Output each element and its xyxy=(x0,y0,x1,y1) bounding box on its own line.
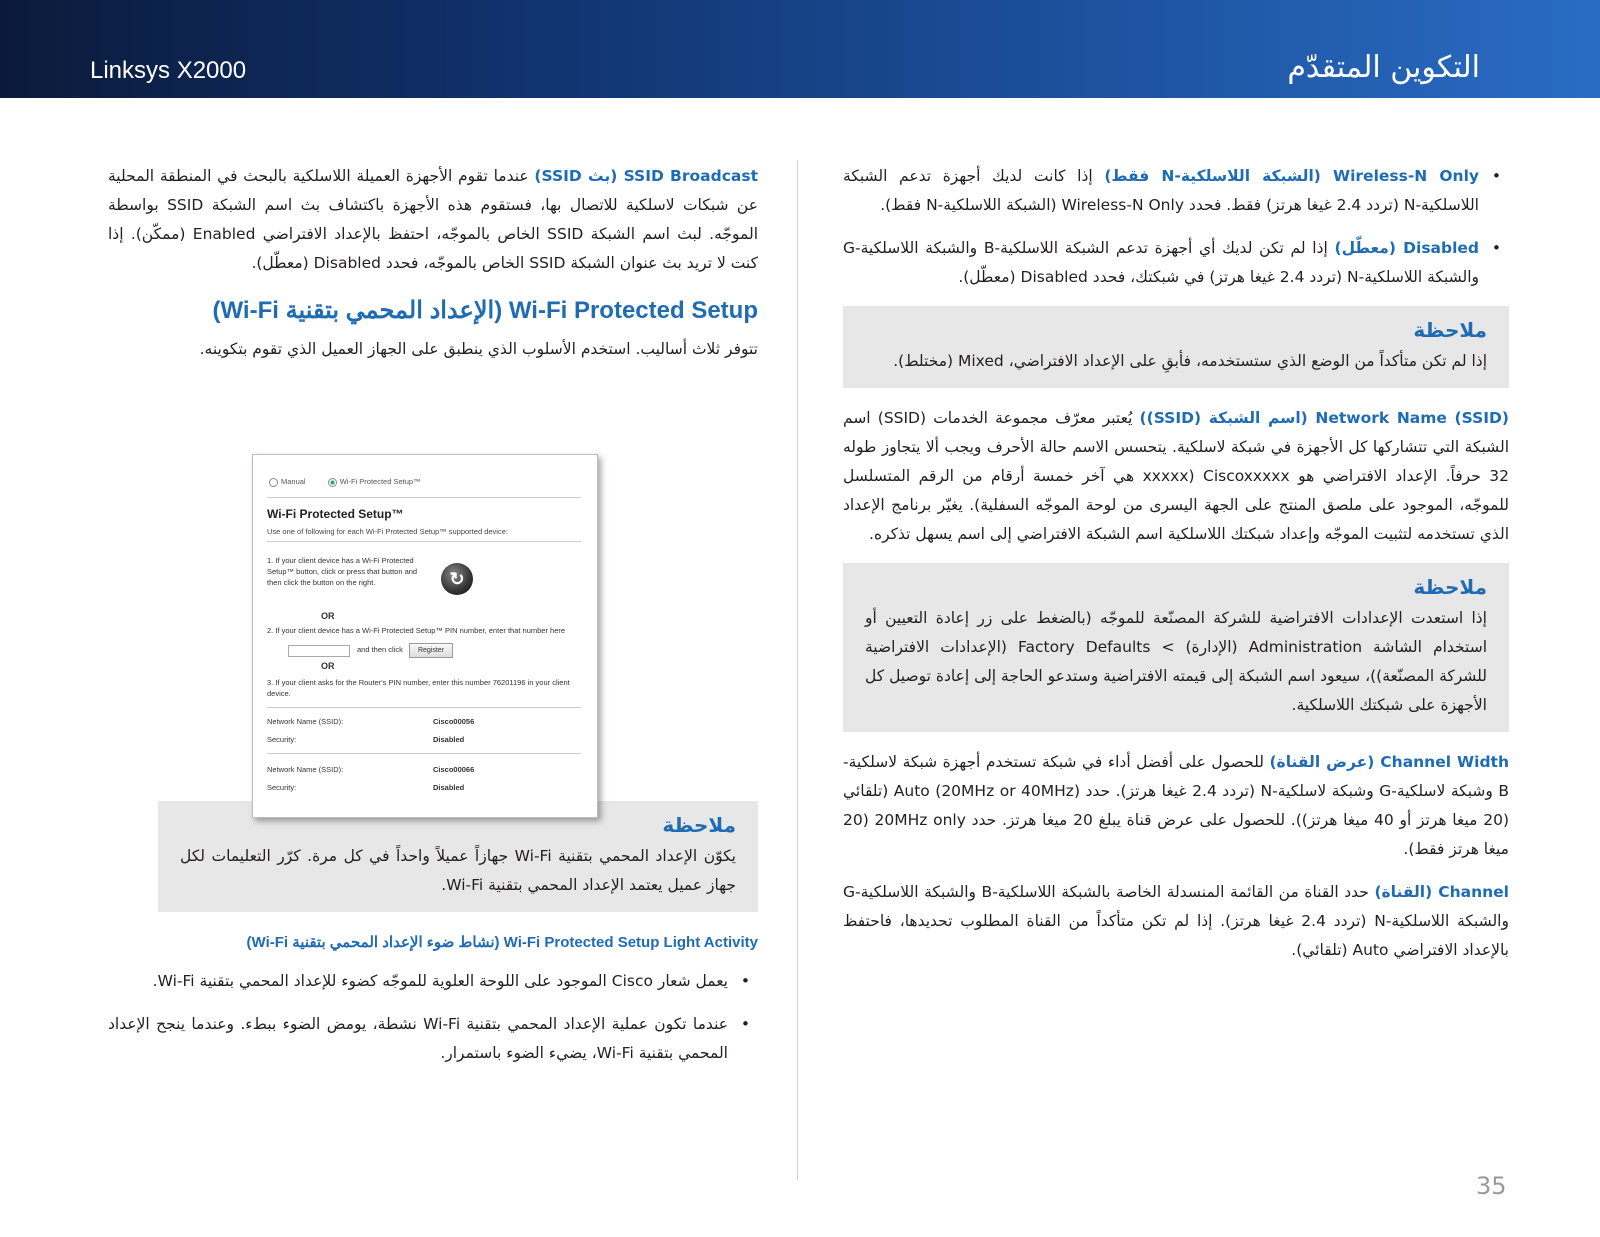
disabled-text: إذا لم تكن لديك أي أجهزة تدعم الشبكة اللاسلكية-B والشبكة اللاسلكية-G والشبكة اللاسلكية-N (تردد 2.4 غيغا هرتز) في شبكتك، فحدد Disabled (معطّل). xyxy=(843,239,1479,286)
note-title: ملاحظة xyxy=(1413,318,1487,342)
wps-option-2: 2. If your client device has a Wi-Fi Protected Setup™ PIN number, enter that number here xyxy=(267,626,566,635)
divider xyxy=(267,753,581,754)
security-2-value: Disabled xyxy=(433,783,465,792)
disabled-label: Disabled (معطّل) xyxy=(1334,239,1480,257)
channel-paragraph xyxy=(843,878,1509,965)
bullet-icon: • xyxy=(1491,167,1501,185)
channel-label: Channel (القناة) xyxy=(1374,883,1509,901)
wps-screenshot xyxy=(252,454,598,818)
page-header xyxy=(0,0,1600,98)
page-number: 35 xyxy=(1476,1172,1507,1200)
network-name-text: يُعتبر معرّف مجموعة الخدمات (SSID) اسم الشبكة التي تتشاركها كل الأجهزة في شبكة لاسلكية. يتحسس الاسم حالة الأحرف ويجب ألا يتجاوز طوله 32 حرفاً. الإعداد الافتراضي هو Ciscoxxxxx (xxxxx هي آخر خمسة أرقام من الرقم المتسلسل للموجّه، الموجود على ملصق المنتج على الجهة اليسرى من لوحة الموجّه السفلية). يغيّر برنامج الإعداد الذي تستخدمه لتثبيت الموجّه وإعداد شبكتك اللاسلكية اسم الشبكة الافتراضي إلى اسم يسهل تذكره. xyxy=(843,409,1510,543)
network-name-2-value: Cisco00066 xyxy=(433,765,475,774)
right-column xyxy=(843,162,1509,979)
divider xyxy=(267,541,581,542)
radio-selected-icon xyxy=(328,478,337,487)
note-text: إذا استعدت الإعدادات الافتراضية للشركة المصنّعة للموجّه (بالضغط على زر إعادة التعيين أو استخدام الشاشة Administration (الإدارة) > Factory Defaults (الإعدادات الافتراضية للشركة المصنّعة))، سيعود اسم الشبكة إلى قيمته الافتراضية وستدعو الحاجة إلى إعادة توصيل كل الأجهزة على شبكتك اللاسلكية. xyxy=(865,609,1487,714)
channel-width-label: Channel Width (عرض القناة) xyxy=(1269,753,1509,771)
column-divider xyxy=(797,160,798,1180)
wps-dialog-subtitle: Use one of following for each Wi-Fi Protected Setup™ supported device: xyxy=(267,527,508,536)
bullet-icon: • xyxy=(1491,239,1501,257)
note-title: ملاحظة xyxy=(1413,575,1487,599)
security-1-label: Security: xyxy=(267,735,297,744)
ssid-broadcast-text: عندما تقوم الأجهزة العميلة اللاسلكية بالبحث في المنطقة المحلية عن شبكات لاسلكية للاتصال بها، فستقوم هذه الأجهزة باكتشاف بث اسم الشبكة SSID بواسطة الموجّه. لبث اسم الشبكة SSID الخاص بالموجّه، احتفظ بالإعداد الافتراضي Enabled (ممكّن). إذا كنت لا تريد بث عنوان الشبكة SSID الخاص بالموجّه، فحدد Disabled (معطّل). xyxy=(108,167,758,272)
radio-manual xyxy=(269,477,316,486)
light-activity-heading: Wi-Fi Protected Setup Light Activity (نشاط ضوء الإعداد المحمي بتقنية Wi-Fi) xyxy=(246,934,758,951)
register-button: Register xyxy=(409,643,453,658)
or-label: OR xyxy=(321,661,335,671)
wps-mode-radios xyxy=(269,477,441,487)
wps-dialog-title: Wi-Fi Protected Setup™ xyxy=(267,507,404,521)
security-2-label: Security: xyxy=(267,783,297,792)
wireless-n-only-item xyxy=(843,162,1509,220)
product-name: Linksys X2000 xyxy=(90,57,247,84)
radio-manual-label: Manual xyxy=(281,477,306,486)
network-name-label: Network Name (SSID) (اسم الشبكة (SSID)) xyxy=(1139,409,1509,427)
radio-icon xyxy=(269,478,278,487)
pin-input xyxy=(288,645,350,657)
disabled-item xyxy=(843,234,1509,292)
light-bullet-1 xyxy=(108,967,758,996)
and-then-click-label: and then click xyxy=(357,645,403,654)
note-text: يكوّن الإعداد المحمي بتقنية Wi-Fi جهازاً عميلاً واحداً في كل مرة. كرّر التعليمات لكل جهاز عميل يعتمد الإعداد المحمي بتقنية Wi-Fi. xyxy=(180,847,736,894)
ssid-broadcast-paragraph xyxy=(108,162,758,278)
channel-text: حدد القناة من القائمة المنسدلة الخاصة بالشبكة اللاسلكية-B والشبكة اللاسلكية-G والشبكة اللاسلكية-N (تردد 2.4 غيغا هرتز). إذا لم تكن متأكداً من القناة المطلوب تحديدها، فاحتفظ بالإعداد الافتراضي Auto (تلقائي). xyxy=(843,883,1509,959)
radio-wps-label: Wi-Fi Protected Setup™ xyxy=(339,477,421,486)
wireless-n-only-label: Wireless-N Only (الشبكة اللاسلكية-N فقط) xyxy=(1104,167,1479,185)
security-1-value: Disabled xyxy=(433,735,465,744)
channel-width-text: للحصول على أفضل أداء في شبكة تستخدم أجهزة شبكة لاسلكية-B وشبكة لاسلكية-G وشبكة لاسلكية-N (تردد 2.4 غيغا هرتز). حدد Auto (20MHz or 40MHz) (تلقائي (20 ميغا هرتز أو 40 ميغا هرتز)). للحصول على عرض قناة يبلغ 20 ميغا هرتز. حدد 20MHz only (20 ميغا هرتز فقط). xyxy=(843,753,1510,858)
bullet-icon: • xyxy=(740,1015,750,1033)
light-bullet-1-text: يعمل شعار Cisco الموجود على اللوحة العلوية للموجّه كضوء للإعداد المحمي بتقنية Wi-Fi. xyxy=(152,972,728,990)
divider xyxy=(267,707,581,708)
divider xyxy=(267,497,581,498)
wps-option-1: 1. If your client device has a Wi-Fi Protected Setup™ button, click or press that button and then click the button on the right. xyxy=(267,556,418,587)
wps-section-title: Wi-Fi Protected Setup (الإعداد المحمي بتقنية Wi-Fi) xyxy=(212,297,758,324)
page-title: التكوين المتقدّم xyxy=(1287,50,1480,85)
ssid-broadcast-label: SSID Broadcast (بث SSID) xyxy=(534,167,759,185)
or-label: OR xyxy=(321,611,335,621)
note-box-mode xyxy=(843,306,1509,388)
bullet-icon: • xyxy=(740,972,750,990)
radio-wps xyxy=(328,477,431,486)
network-name-2-label: Network Name (SSID): xyxy=(267,765,344,774)
note-title: ملاحظة xyxy=(662,813,736,837)
network-name-paragraph xyxy=(843,404,1509,549)
channel-width-paragraph xyxy=(843,748,1509,864)
wps-option-3: 3. If your client asks for the Router's PIN number, enter this number 76201196 in your client device. xyxy=(267,678,570,698)
network-name-1-value: Cisco00056 xyxy=(433,717,475,726)
wps-section-intro: تتوفر ثلاث أساليب. استخدم الأسلوب الذي ينطبق على الجهاز العميل الذي تقوم بتكوينه. xyxy=(199,340,758,358)
light-bullet-2 xyxy=(108,1010,758,1068)
light-bullet-2-text: عندما تكون عملية الإعداد المحمي بتقنية Wi-Fi نشطة، يومض الضوء ببطء. وعندما ينجح الإعداد المحمي بتقنية Wi-Fi، يضيء الضوء باستمرار. xyxy=(108,1015,728,1062)
note-text: إذا لم تكن متأكداً من الوضع الذي ستستخدمه، فأبقِ على الإعداد الافتراضي، Mixed (مختلط). xyxy=(893,352,1487,370)
note-box-factory-defaults xyxy=(843,563,1509,732)
wireless-n-only-text: إذا كانت لديك أجهزة تدعم الشبكة اللاسلكية-N (تردد 2.4 غيغا هرتز) فقط. فحدد Wireless-N Only (الشبكة اللاسلكية-N فقط). xyxy=(843,167,1479,214)
wps-button-icon: ↻ xyxy=(441,563,473,595)
network-name-1-label: Network Name (SSID): xyxy=(267,717,344,726)
